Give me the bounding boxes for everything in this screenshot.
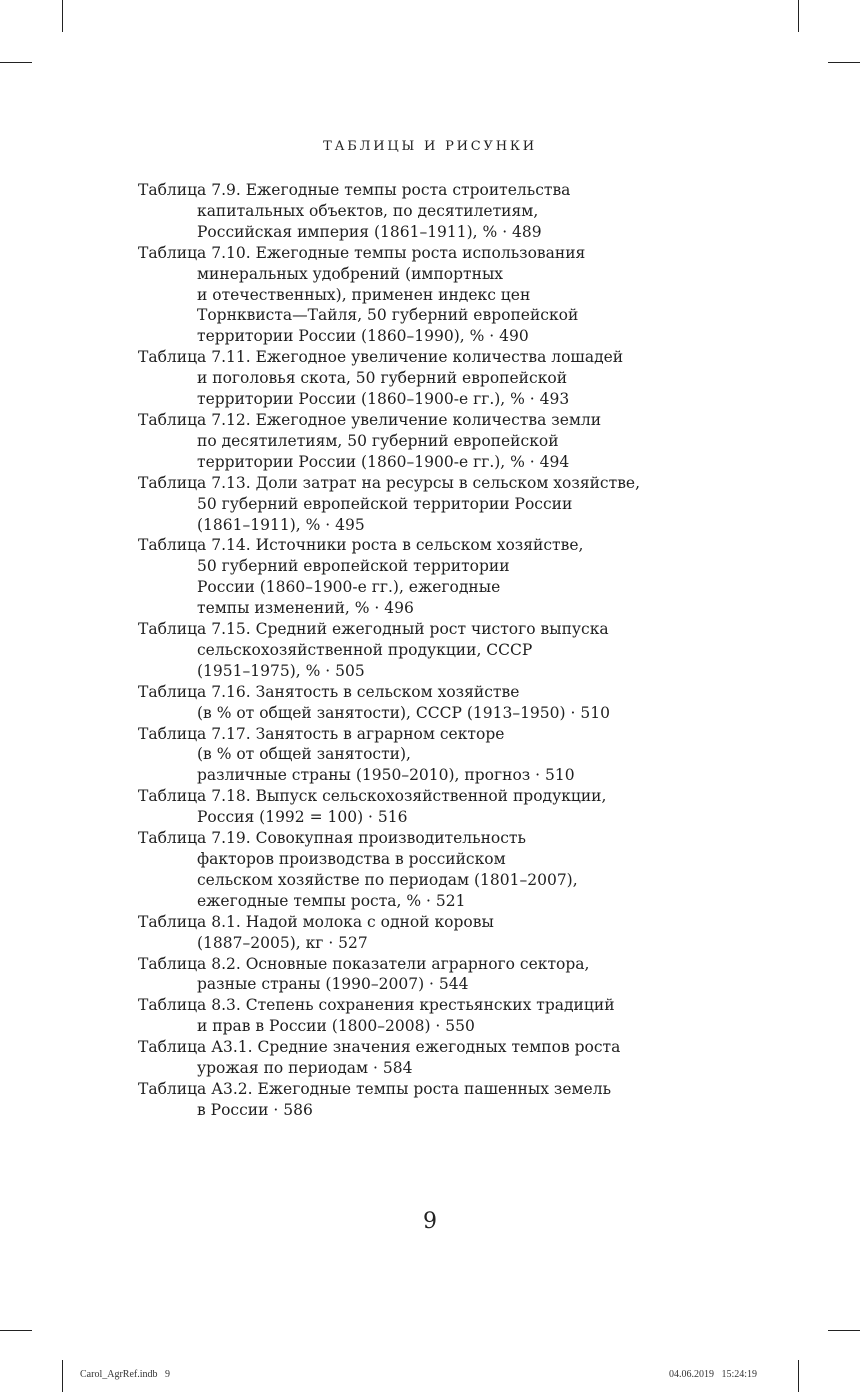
- toc-entry-continuation-line: 50 губерний европейской территории России: [197, 494, 573, 513]
- toc-entry-continuation-line: территории России (1860–1900-е гг.), % · 493: [197, 390, 570, 409]
- toc-entry-title-line: Таблица 7.13. Доли затрат на ресурсы в сельском хозяйстве,: [138, 473, 641, 492]
- toc-entry-title-line: Таблица 7.15. Средний ежегодный рост чистого выпуска: [138, 620, 609, 639]
- slug-timestamp: 04.06.2019 15:24:19: [669, 1369, 758, 1380]
- toc-entry-continuation-line: и прав в России (1800–2008) · 550: [197, 1017, 475, 1036]
- toc-entry-title-line: Таблица А3.1. Средние значения ежегодных темпов роста: [138, 1038, 621, 1057]
- toc-entry-continuation-line: Российская империя (1861–1911), % · 489: [197, 222, 542, 241]
- toc-entry-continuation-line: Торнквиста—Тайля, 50 губерний европейской: [197, 306, 579, 325]
- toc-entry-continuation-line: (в % от общей занятости),: [197, 745, 411, 764]
- toc-entry: [138, 619, 758, 682]
- toc-entry: [138, 786, 758, 828]
- toc-entry-title-line: Таблица А3.2. Ежегодные темпы роста пашенных земель: [138, 1079, 612, 1098]
- page-number: 9: [423, 1209, 437, 1234]
- toc-entry: [138, 912, 758, 954]
- crop-mark-bottom-right: [798, 1360, 799, 1392]
- toc-entry-continuation-line: (1861–1911), % · 495: [197, 515, 365, 534]
- toc-entry-continuation-line: в России · 586: [197, 1100, 313, 1119]
- toc-entry-continuation-line: темпы изменений, % · 496: [197, 599, 414, 618]
- toc-entry-continuation-line: различные страны (1950–2010), прогноз · 510: [197, 766, 575, 785]
- crop-mark-left-bottom: [0, 1330, 32, 1331]
- toc-entry-continuation-line: России (1860–1900-е гг.), ежегодные: [197, 578, 501, 597]
- toc-entry-continuation-line: минеральных удобрений (импортных: [197, 264, 504, 283]
- toc-entry-title-line: Таблица 7.19. Совокупная производительность: [138, 829, 526, 848]
- toc-entry-continuation-line: и отечественных), применен индекс цен: [197, 285, 531, 304]
- toc-entry-continuation-line: и поголовья скота, 50 губерний европейской: [197, 369, 568, 388]
- crop-mark-bottom-left: [62, 1360, 63, 1392]
- crop-mark-left-top: [0, 62, 32, 63]
- toc-entry-continuation-line: 50 губерний европейской территории: [197, 557, 510, 576]
- toc-entry: [138, 180, 758, 243]
- toc-entry-continuation-line: территории России (1860–1900-е гг.), % · 494: [197, 452, 570, 471]
- toc-entry: [138, 410, 758, 473]
- toc-entry-continuation-line: (1887–2005), кг · 527: [197, 933, 368, 952]
- toc-entry-title-line: Таблица 7.18. Выпуск сельскохозяйственной продукции,: [138, 787, 607, 806]
- crop-mark-top-right: [798, 0, 799, 32]
- toc-entry-title-line: Таблица 7.9. Ежегодные темпы роста строительства: [138, 181, 571, 199]
- toc-entry-continuation-line: (1951–1975), % · 505: [197, 661, 365, 680]
- crop-mark-right-bottom: [828, 1330, 860, 1331]
- toc-entry: [138, 682, 758, 724]
- toc-entry-continuation-line: ежегодные темпы роста, % · 521: [197, 891, 466, 910]
- toc-entry-title-line: Таблица 7.14. Источники роста в сельском хозяйстве,: [138, 536, 584, 555]
- toc-entry: [138, 1079, 758, 1121]
- toc-entry: [138, 995, 758, 1037]
- toc-entry: [138, 1037, 758, 1079]
- toc-entry-continuation-line: Россия (1992 = 100) · 516: [197, 808, 408, 827]
- toc-entry: [138, 724, 758, 787]
- toc-entry: [138, 347, 758, 410]
- toc-entry-title-line: Таблица 7.16. Занятость в сельском хозяйстве: [138, 682, 520, 701]
- toc-entry-continuation-line: (в % от общей занятости), СССР (1913–1950) · 510: [197, 703, 610, 722]
- toc-entry-continuation-line: по десятилетиям, 50 губерний европейской: [197, 431, 559, 450]
- toc-entry-title-line: Таблица 7.11. Ежегодное увеличение количества лошадей: [138, 348, 624, 367]
- toc-entry-title-line: Таблица 7.10. Ежегодные темпы роста использования: [138, 243, 586, 262]
- toc-entry-continuation-line: разные страны (1990–2007) · 544: [197, 975, 469, 994]
- toc-entry-continuation-line: территории России (1860–1990), % · 490: [197, 327, 529, 346]
- toc-entry-continuation-line: сельском хозяйстве по периодам (1801–2007),: [197, 870, 578, 889]
- table-list: [138, 180, 758, 1121]
- slug-file-name: Carol_AgrRef.indb 9: [80, 1369, 170, 1380]
- toc-entry-title-line: Таблица 7.12. Ежегодное увеличение количества земли: [138, 410, 602, 429]
- toc-entry-continuation-line: урожая по периодам · 584: [197, 1059, 413, 1078]
- toc-entry-continuation-line: сельскохозяйственной продукции, СССР: [197, 640, 533, 659]
- toc-entry-title-line: Таблица 8.3. Степень сохранения крестьянских традиций: [138, 996, 615, 1015]
- toc-entry: [138, 243, 758, 348]
- toc-entry-continuation-line: капитальных объектов, по десятилетиям,: [197, 201, 539, 220]
- toc-entry-title-line: Таблица 7.17. Занятость в аграрном секторе: [138, 724, 505, 743]
- toc-entry: [138, 828, 758, 912]
- toc-entry: [138, 473, 758, 536]
- toc-entry-title-line: Таблица 8.2. Основные показатели аграрного сектора,: [138, 954, 590, 973]
- running-header: ТАБЛИЦЫ И РИСУНКИ: [323, 139, 537, 154]
- toc-entry: [138, 954, 758, 996]
- toc-entry: [138, 535, 758, 619]
- crop-mark-right-top: [828, 62, 860, 63]
- toc-entry-continuation-line: факторов производства в российском: [197, 850, 506, 868]
- toc-entry-title-line: Таблица 8.1. Надой молока с одной коровы: [138, 912, 494, 931]
- crop-mark-top-left: [62, 0, 63, 32]
